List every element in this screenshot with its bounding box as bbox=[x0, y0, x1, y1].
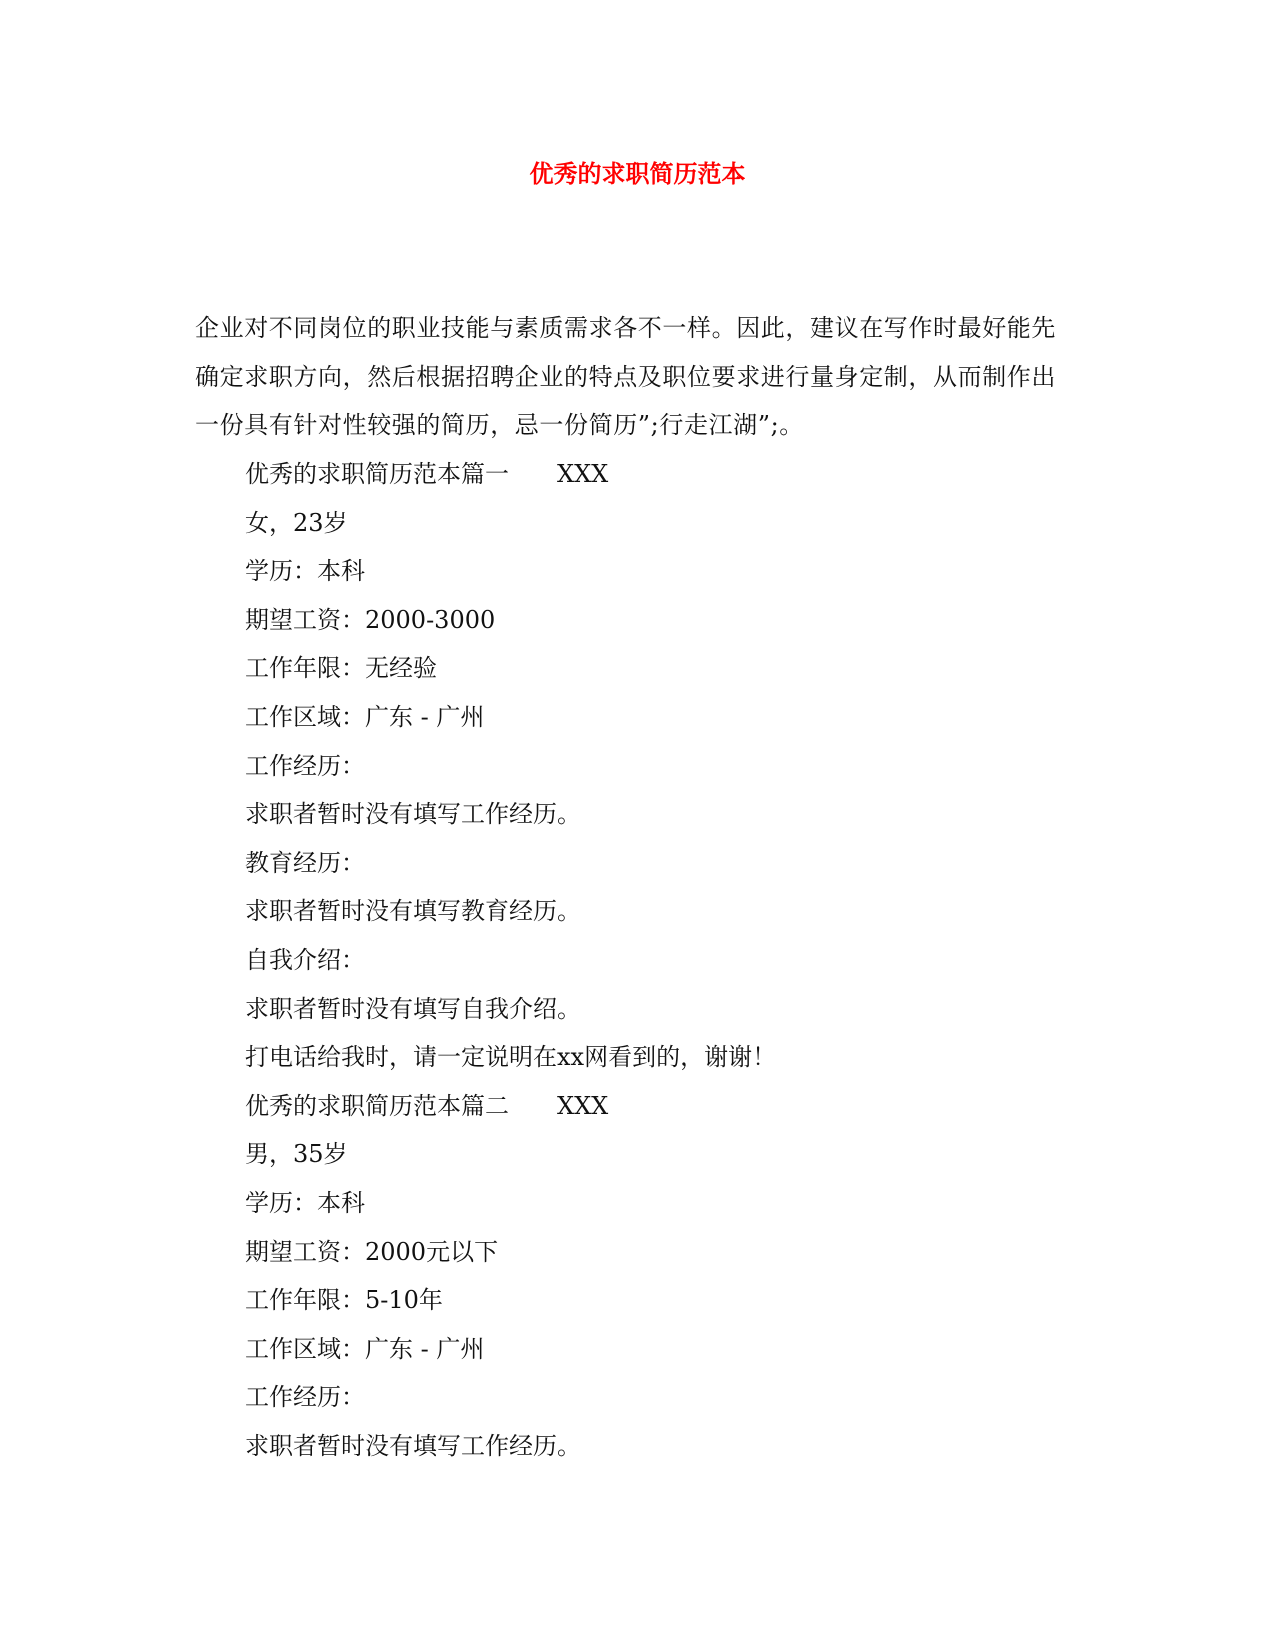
resume-line: 期望工资：2000-3000 bbox=[245, 605, 496, 634]
resume-line: 自我介绍： bbox=[245, 945, 365, 974]
resume-line: 工作区域：广东 - 广州 bbox=[245, 702, 485, 731]
resume-line: 教育经历： bbox=[245, 848, 365, 877]
resume-line: 求职者暂时没有填写工作经历。 bbox=[245, 800, 581, 829]
resume-line: 工作经历： bbox=[245, 751, 365, 780]
resume-line: 学历：本科 bbox=[245, 1188, 365, 1217]
resume-line: 学历：本科 bbox=[245, 557, 365, 586]
resume-line: 求职者暂时没有填写自我介绍。 bbox=[245, 994, 581, 1023]
intro-paragraph: 企业对不同岗位的职业技能与素质需求各不一样。因此，建议在写作时最好能先确定求职方向，然后根据招聘企业的特点及职位要求进行量身定制，从而制作出一份具有针对性较强的简历，忌一份简历”;行走江湖”;。 bbox=[195, 314, 1056, 439]
document-title: 优秀的求职简历范本 bbox=[529, 159, 746, 188]
resume-line: 期望工资：2000元以下 bbox=[245, 1237, 499, 1266]
resume-line: 女，23岁 bbox=[245, 508, 348, 537]
resume-line: 优秀的求职简历范本篇一 XXX bbox=[245, 460, 609, 488]
resume-lines bbox=[245, 450, 776, 1470]
resume-line: 男，35岁 bbox=[245, 1140, 348, 1169]
resume-line: 工作年限：无经验 bbox=[245, 654, 437, 683]
resume-line: 求职者暂时没有填写工作经历。 bbox=[245, 1431, 581, 1460]
resume-line: 求职者暂时没有填写教育经历。 bbox=[245, 897, 581, 926]
resume-line: 工作区域：广东 - 广州 bbox=[245, 1334, 485, 1363]
resume-line: 优秀的求职简历范本篇二 XXX bbox=[245, 1091, 609, 1120]
resume-line: 工作经历： bbox=[245, 1383, 365, 1412]
resume-line: 打电话给我时，请一定说明在xx网看到的，谢谢！ bbox=[245, 1043, 777, 1072]
resume-line: 工作年限：5-10年 bbox=[245, 1286, 443, 1315]
